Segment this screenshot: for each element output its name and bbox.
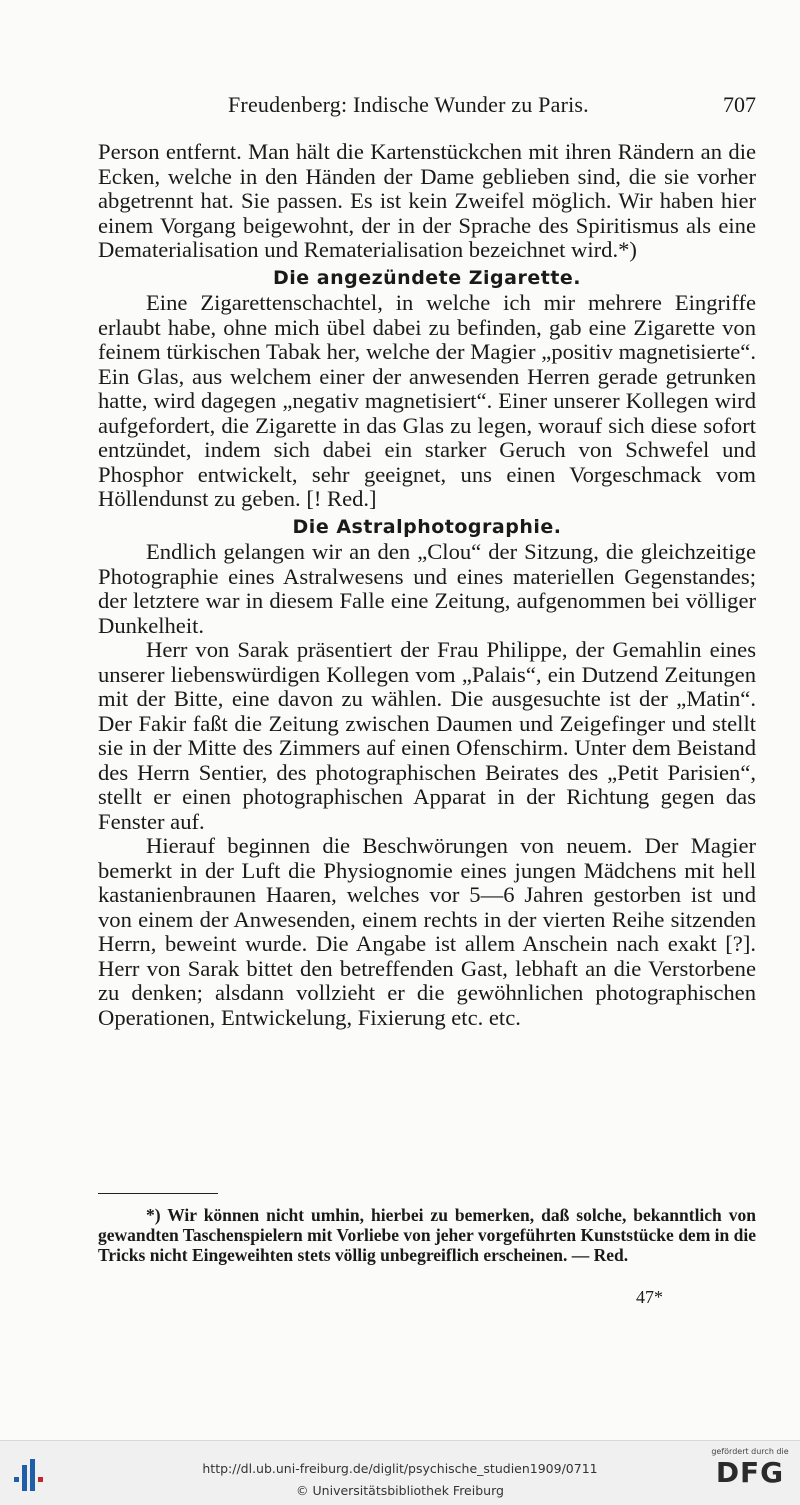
signature-mark: 47* [636, 1287, 663, 1307]
paragraph: Person entfernt. Man hält die Kartenstückchen mit ihren Rändern an die Ecken, welche in den Händen der Dame geblieben sind, die sie vorher abgetrennt hat. Sie passen. Es ist kein Zweifel möglich. Wir haben hier einem Vorgang beigewohnt, der in der Sprache des Spiritismus als eine Dematerialisation und Rematerialisation bezeichnet wird.*) [98, 139, 756, 262]
copyright-notice: © Universitätsbibliothek Freiburg [296, 1483, 504, 1498]
paragraph: Endlich gelangen wir an den „Clou“ der Sitzung, die gleichzeitige Photographie eines Astralwesens und eines materiellen Gegenstandes; der letztere war in diesem Falle eine Zeitung, aufgenommen bei völliger Dunkelheit. [98, 539, 756, 638]
paragraph: Herr von Sarak präsentiert der Frau Philippe, der Gemahlin eines unserer liebenswürdigen Kollegen vom „Palais“, ein Dutzend Zeitungen mit der Bitte, eine davon zu wählen. Die ausgesuchte ist der „Matin“. Der Fakir faßt die Zeitung zwischen Daumen und Zeigefinger und stellt sie in der Mitte des Zimmers auf einen Ofenschirm. Unter dem Beistand des Herrn Sentier, des photographischen Beirates des „Petit Parisien“, stellt er einen photographischen Apparat in der Richtung gegen das Fenster auf. [98, 637, 756, 834]
footnote-divider [98, 1193, 218, 1194]
footnote [98, 1205, 756, 1265]
main-text [98, 140, 756, 1030]
dfg-logo-text: DFG [715, 1456, 785, 1489]
running-header [228, 92, 756, 126]
viewer-footer [0, 1440, 800, 1505]
dfg-logo [708, 1445, 792, 1503]
paragraph: Hierauf beginnen die Beschwörungen von neuem. Der Magier bemerkt in der Luft die Physiognomie eines jungen Mädchens mit hell kastanienbraunen Haaren, welches vor 5—6 Jahren gestorben ist und von einem der Anwesenden, einem rechts in der vierten Reihe sitzenden Herrn, beweint wurde. Die Angabe ist allem Anschein nach exakt [?]. Herr von Sarak bittet den betreffenden Gast, lebhaft an die Verstorbene zu denken; alsdann vollzieht er die gewöhnlichen photographischen Operationen, Entwickelung, Fixierung etc. etc. [98, 833, 756, 1030]
dfg-funding-label: gefördert durch die [711, 1447, 789, 1456]
section-heading: Die Astralphotographie. [292, 515, 562, 538]
permalink-url[interactable]: http://dl.ub.uni-freiburg.de/diglit/psychische_studien1909/0711 [202, 1461, 598, 1476]
footnote-text: *) Wir können nicht umhin, hierbei zu bemerken, daß solche, bekanntlich von gewandten Taschenspielern mit Vorliebe von jeher vorgeführten Kunststücke dem in die Tricks nicht Eingeweihten stets völlig unbegreiflich erscheinen. — Red. [98, 1205, 756, 1265]
section-heading: Die angezündete Zigarette. [272, 266, 582, 289]
running-title: Freudenberg: Indische Wunder zu Paris. [228, 92, 589, 117]
paragraph: Eine Zigarettenschachtel, in welche ich mir mehrere Eingriffe erlaubt habe, ohne mich übel dabei zu befinden, gab eine Zigarette von feinem türkischen Tabak her, welche der Magier „positiv magnetisierte“. Ein Glas, aus welchem einer der anwesenden Herren gerade getrunken hatte, wird dagegen „negativ magnetisiert“. Einer unserer Kollegen wird aufgefordert, die Zigarette in das Glas zu legen, worauf sich diese sofort entzündet, indem sich dabei ein starker Geruch von Schwefel und Phosphor entwickelt, sehr geeignet, uns einen Vorgeschmack vom Höllendunst zu geben. [! Red.] [98, 290, 756, 511]
page-number: 707 [723, 92, 756, 117]
